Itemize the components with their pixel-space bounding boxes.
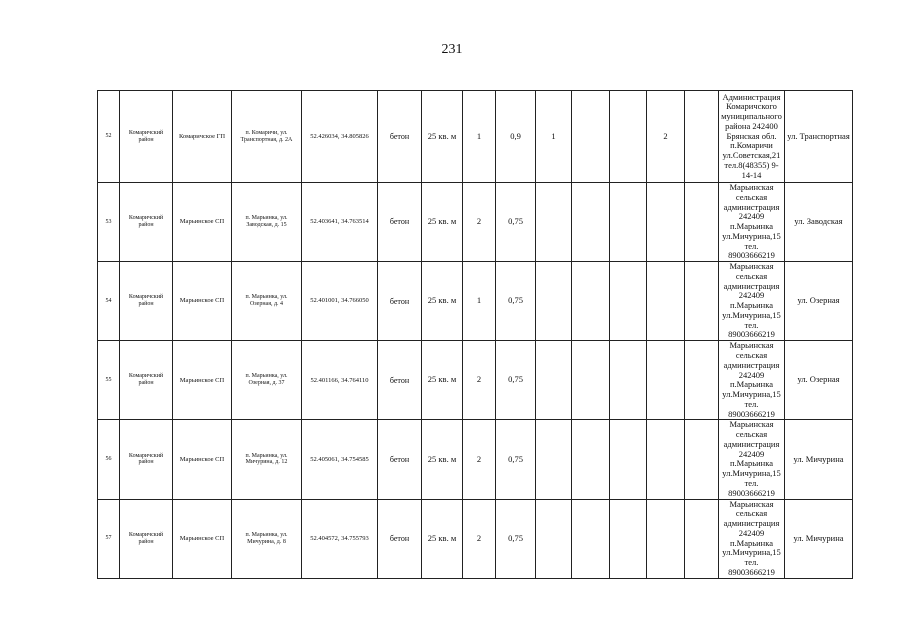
cell-street: ул. Транспортная xyxy=(785,91,853,183)
table-body xyxy=(98,91,853,579)
cell-col-12 xyxy=(610,262,647,341)
cell-area: 25 кв. м xyxy=(422,499,463,578)
cell-number: 52 xyxy=(98,91,120,183)
table-row xyxy=(98,499,853,578)
cell-organization: Марьинская сельская администрация 242409 п.Марьинка ул.Мичурина,15 тел. 89003666219 xyxy=(719,420,785,499)
cell-settlement: Марьинское СП xyxy=(173,183,232,262)
cell-col-14 xyxy=(685,91,719,183)
cell-district: Комаричский район xyxy=(120,91,173,183)
cell-street: ул. Озерная xyxy=(785,341,853,420)
cell-area: 25 кв. м xyxy=(422,183,463,262)
cell-number: 54 xyxy=(98,262,120,341)
cell-count: 2 xyxy=(463,183,496,262)
cell-street: ул. Заводская xyxy=(785,183,853,262)
cell-col-12 xyxy=(610,499,647,578)
cell-count: 1 xyxy=(463,262,496,341)
cell-number: 55 xyxy=(98,341,120,420)
table-row xyxy=(98,262,853,341)
cell-col-14 xyxy=(685,262,719,341)
cell-area: 25 кв. м xyxy=(422,341,463,420)
cell-col-11 xyxy=(572,262,610,341)
cell-settlement: Марьинское СП xyxy=(173,420,232,499)
cell-address: п. Марьинка, ул. Мичурина, д. 8 xyxy=(232,499,302,578)
cell-col-14 xyxy=(685,183,719,262)
cell-district: Комаричский район xyxy=(120,341,173,420)
cell-organization: Администрация Комаричского муниципального района 242400 Брянская обл. п.Комаричи ул.Советская,21 тел.8(48355) 9-14-14 xyxy=(719,91,785,183)
cell-volume: 0,75 xyxy=(496,262,536,341)
cell-count: 2 xyxy=(463,499,496,578)
cell-settlement: Комаричское ГП xyxy=(173,91,232,183)
cell-col-11 xyxy=(572,420,610,499)
cell-col-10 xyxy=(536,183,572,262)
cell-organization: Марьинская сельская администрация 242409 п.Марьинка ул.Мичурина,15 тел. 89003666219 xyxy=(719,341,785,420)
cell-col-13 xyxy=(647,262,685,341)
cell-coordinates: 52.401001, 34.766050 xyxy=(302,262,378,341)
cell-number: 57 xyxy=(98,499,120,578)
cell-address: п. Марьинка, ул. Мичурина, д. 12 xyxy=(232,420,302,499)
table-row xyxy=(98,91,853,183)
cell-col-14 xyxy=(685,420,719,499)
cell-col-12 xyxy=(610,183,647,262)
cell-organization: Марьинская сельская администрация 242409 п.Марьинка ул.Мичурина,15 тел. 89003666219 xyxy=(719,262,785,341)
cell-count: 2 xyxy=(463,420,496,499)
cell-col-13 xyxy=(647,341,685,420)
cell-count: 1 xyxy=(463,91,496,183)
cell-street: ул. Мичурина xyxy=(785,499,853,578)
cell-volume: 0,9 xyxy=(496,91,536,183)
cell-volume: 0,75 xyxy=(496,499,536,578)
cell-volume: 0,75 xyxy=(496,341,536,420)
cell-material: бетон xyxy=(378,341,422,420)
cell-material: бетон xyxy=(378,262,422,341)
table-row xyxy=(98,183,853,262)
cell-coordinates: 52.405061, 34.754585 xyxy=(302,420,378,499)
cell-address: п. Комаричи, ул. Транспортная, д. 2А xyxy=(232,91,302,183)
cell-number: 53 xyxy=(98,183,120,262)
cell-street: ул. Мичурина xyxy=(785,420,853,499)
cell-coordinates: 52.401166, 34.764110 xyxy=(302,341,378,420)
cell-address: п. Марьинка, ул. Озерная, д. 4 xyxy=(232,262,302,341)
cell-col-12 xyxy=(610,91,647,183)
cell-area: 25 кв. м xyxy=(422,91,463,183)
cell-organization: Марьинская сельская администрация 242409 п.Марьинка ул.Мичурина,15 тел. 89003666219 xyxy=(719,499,785,578)
table-row xyxy=(98,341,853,420)
cell-address: п. Марьинка, ул. Заводская, д. 15 xyxy=(232,183,302,262)
cell-district: Комаричский район xyxy=(120,262,173,341)
cell-settlement: Марьинское СП xyxy=(173,262,232,341)
cell-street: ул. Озерная xyxy=(785,262,853,341)
cell-coordinates: 52.403641, 34.763514 xyxy=(302,183,378,262)
cell-col-11 xyxy=(572,91,610,183)
cell-col-10 xyxy=(536,499,572,578)
cell-col-13 xyxy=(647,420,685,499)
cell-col-12 xyxy=(610,341,647,420)
cell-number: 56 xyxy=(98,420,120,499)
table-row xyxy=(98,420,853,499)
cell-count: 2 xyxy=(463,341,496,420)
cell-district: Комаричский район xyxy=(120,499,173,578)
cell-coordinates: 52.404572, 34.755793 xyxy=(302,499,378,578)
cell-organization: Марьинская сельская администрация 242409 п.Марьинка ул.Мичурина,15 тел. 89003666219 xyxy=(719,183,785,262)
cell-settlement: Марьинское СП xyxy=(173,499,232,578)
cell-col-13 xyxy=(647,499,685,578)
cell-volume: 0,75 xyxy=(496,420,536,499)
cell-material: бетон xyxy=(378,499,422,578)
cell-col-10 xyxy=(536,341,572,420)
cell-material: бетон xyxy=(378,91,422,183)
cell-col-13: 2 xyxy=(647,91,685,183)
cell-material: бетон xyxy=(378,420,422,499)
cell-col-13 xyxy=(647,183,685,262)
cell-col-14 xyxy=(685,341,719,420)
cell-col-10: 1 xyxy=(536,91,572,183)
cell-area: 25 кв. м xyxy=(422,262,463,341)
registry-table xyxy=(97,90,853,579)
cell-col-11 xyxy=(572,183,610,262)
cell-district: Комаричский район xyxy=(120,183,173,262)
cell-col-14 xyxy=(685,499,719,578)
cell-col-10 xyxy=(536,420,572,499)
cell-settlement: Марьинское СП xyxy=(173,341,232,420)
cell-coordinates: 52.426034, 34.805826 xyxy=(302,91,378,183)
cell-volume: 0,75 xyxy=(496,183,536,262)
cell-material: бетон xyxy=(378,183,422,262)
cell-address: п. Марьинка, ул. Озерная, д. 37 xyxy=(232,341,302,420)
cell-district: Комаричский район xyxy=(120,420,173,499)
cell-col-11 xyxy=(572,499,610,578)
page-number: 231 xyxy=(441,42,463,57)
cell-col-11 xyxy=(572,341,610,420)
cell-col-10 xyxy=(536,262,572,341)
cell-area: 25 кв. м xyxy=(422,420,463,499)
cell-col-12 xyxy=(610,420,647,499)
